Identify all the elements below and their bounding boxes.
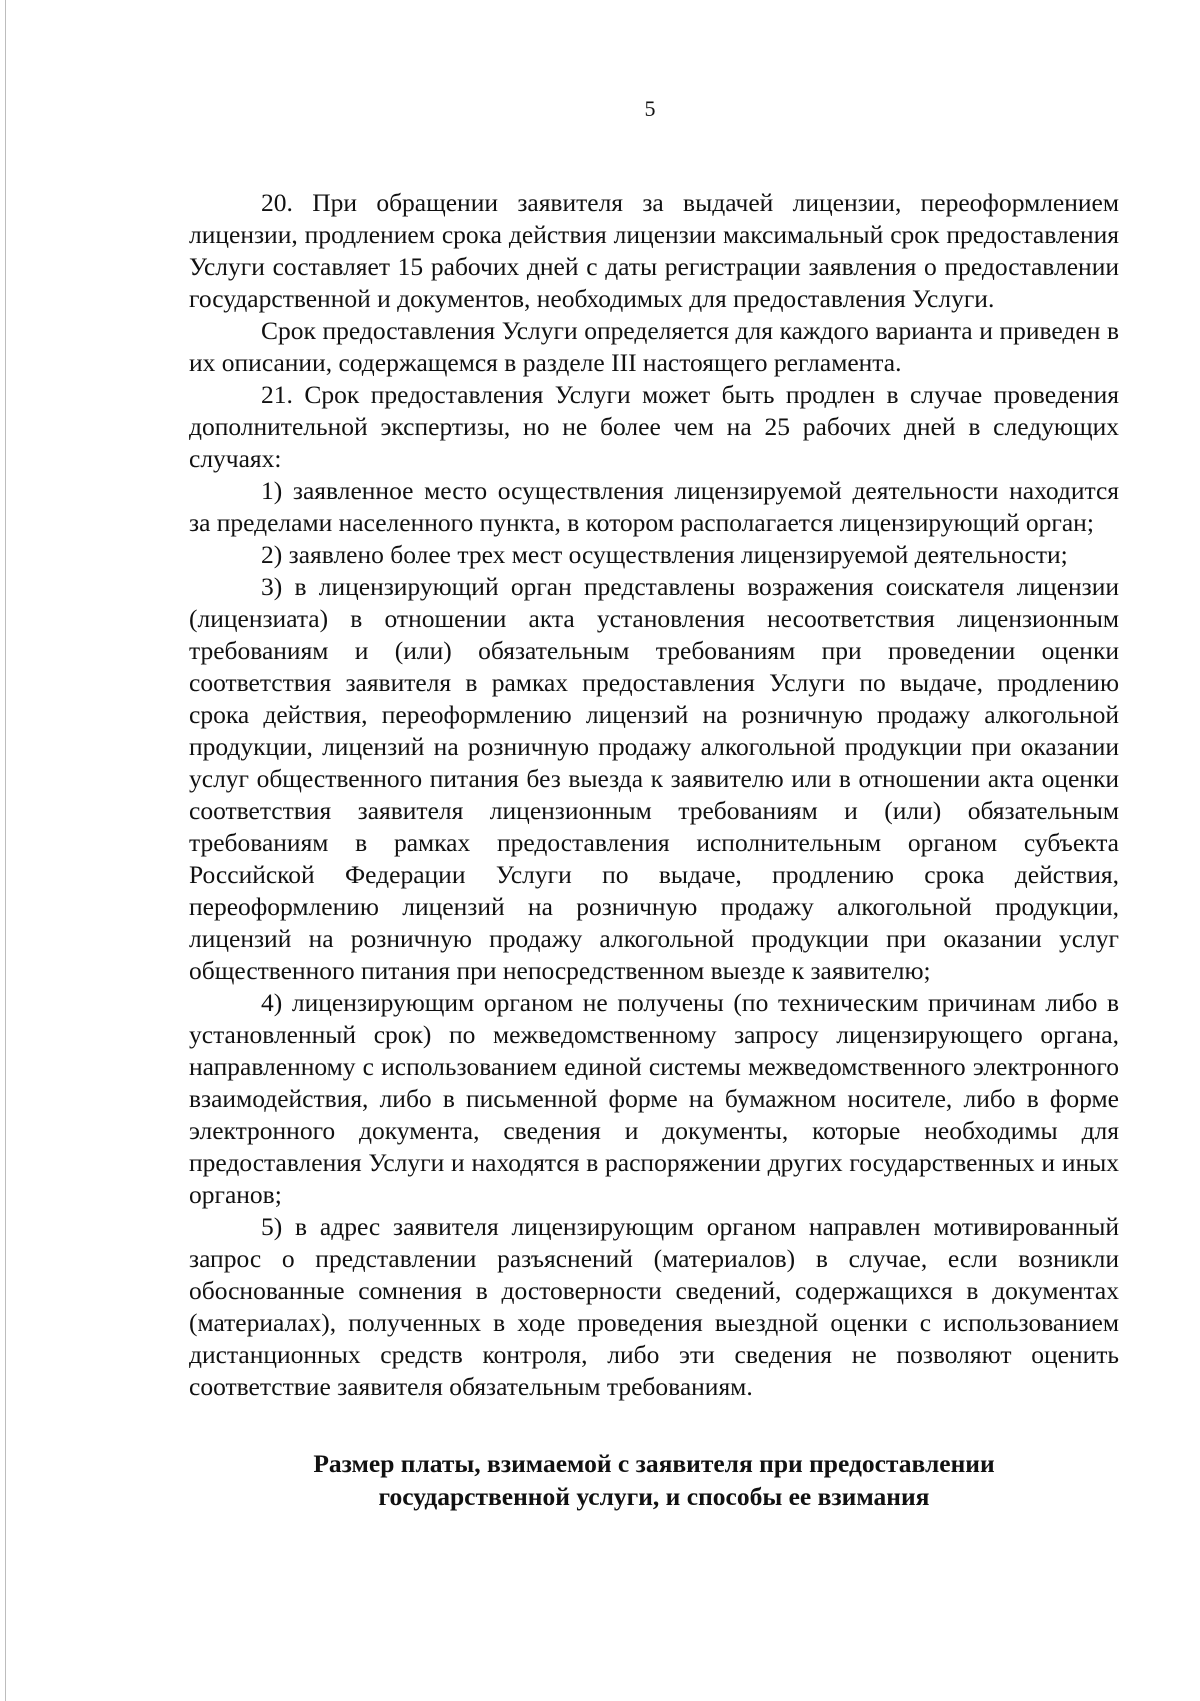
list-item-5: 5) в адрес заявителя лицензирующим органом направлен мотивированный запрос о представлении разъяснений (материалов) в случае, если возникли обоснованные сомнения в достоверности сведений, содержащихся в документах (материалах), полученных в ходе проведения выездной оценки с использованием дистанционных средств контроля, либо эти сведения не позволяют оценить соответствие заявителя обязательным требованиям.: [189, 1212, 1119, 1401]
section-heading: [189, 1447, 1119, 1513]
page-number: 5: [644, 96, 656, 121]
paragraph-term: Срок предоставления Услуги определяется для каждого варианта и приведен в их описании, содержащемся в разделе III настоящего регламента.: [189, 316, 1119, 377]
section-heading-line-1: Размер платы, взимаемой с заявителя при предоставлении: [313, 1449, 995, 1478]
paragraph-20: 20. При обращении заявителя за выдачей лицензии, переоформлением лицензии, продлением срока действия лицензии максимальный срок предоставления Услуги составляет 15 рабочих дней с даты регистрации заявления о предоставлении государственной и документов, необходимых для предоставления Услуги.: [189, 188, 1119, 313]
document-body: [189, 187, 1119, 1513]
list-item-3: 3) в лицензирующий орган представлены возражения соискателя лицензии (лицензиата) в отношении акта установления несоответствия лицензионным требованиям и (или) обязательным требованиям при проведении оценки соответствия заявителя в рамках предоставления Услуги по выдаче, продлению срока действия, переоформлению лицензий на розничную продажу алкогольной продукции, лицензий на розничную продажу алкогольной продукции при оказании услуг общественного питания без выезда к заявителю или в отношении акта оценки соответствия заявителя лицензионным требованиям и (или) обязательным требованиям в рамках предоставления исполнительным органом субъекта Российской Федерации Услуги по выдаче, продлению срока действия, переоформлению лицензий на розничную продажу алкогольной продукции, лицензий на розничную продажу алкогольной продукции при оказании услуг общественного питания при непосредственном выезде к заявителю;: [189, 572, 1119, 985]
list-item-4: 4) лицензирующим органом не получены (по техническим причинам либо в установленный срок) по межведомственному запросу лицензирующего органа, направленному с использованием единой системы межведомственного электронного взаимодействия, либо в письменной форме на бумажном носителе, либо в форме электронного документа, сведения и документы, которые необходимы для предоставления Услуги и находятся в распоряжении других государственных и иных органов;: [189, 988, 1119, 1209]
list-item-2: 2) заявлено более трех мест осуществления лицензируемой деятельности;: [261, 540, 1068, 569]
paragraph-21: 21. Срок предоставления Услуги может быть продлен в случае проведения дополнительной экспертизы, но не более чем на 25 рабочих дней в следующих случаях:: [189, 380, 1119, 473]
scan-edge-line: [5, 0, 6, 1701]
section-heading-line-2: государственной услуги, и способы ее взимания: [378, 1482, 930, 1511]
list-item-1: 1) заявленное место осуществления лицензируемой деятельности находится за пределами населенного пункта, в котором располагается лицензирующий орган;: [189, 476, 1119, 537]
